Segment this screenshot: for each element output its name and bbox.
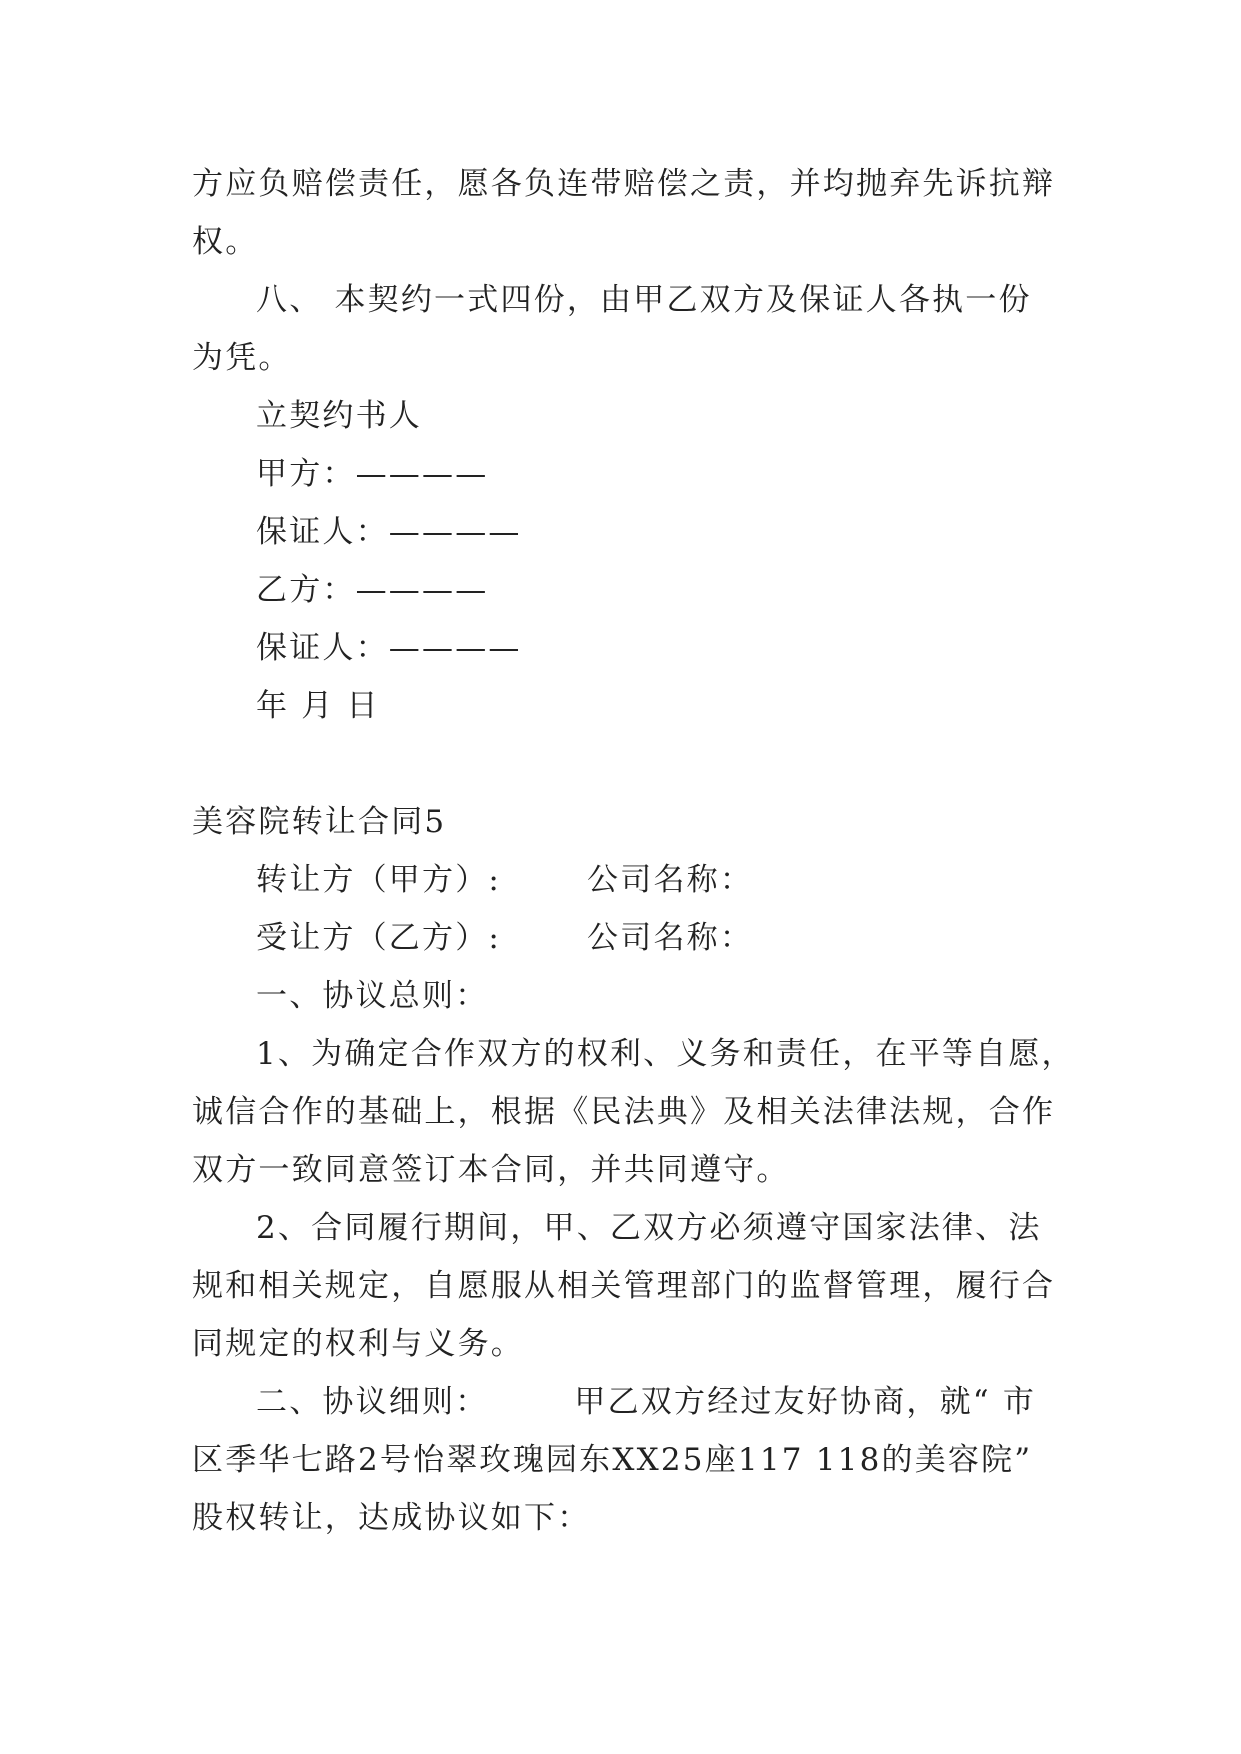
paragraph-line: 为凭。 — [192, 340, 292, 376]
paragraph-line: 方应负赔偿责任，愿各负连带赔偿之责，并均抛弃先诉抗辩 — [192, 166, 1056, 202]
section-heading-details-line — [256, 1382, 1062, 1422]
transferee-line — [256, 918, 1062, 958]
transferor-company-label: 公司名称： — [587, 862, 754, 898]
guarantor-b-signature-line: 保证人：———— — [256, 630, 522, 666]
party-a-signature-line: 甲方：———— — [256, 456, 489, 492]
paragraph-text: 甲乙双方经过友好协商，就“ 市 — [574, 1384, 1037, 1420]
paragraph-line: 股权转让，达成协议如下： — [192, 1500, 591, 1536]
signatories-heading: 立契约书人 — [256, 398, 422, 434]
paragraph-line: 1、为确定合作双方的权利、义务和责任，在平等自愿， — [256, 1036, 1075, 1072]
paragraph-line: 规和相关规定，自愿服从相关管理部门的监督管理，履行合 — [192, 1268, 1056, 1304]
party-b-signature-line: 乙方：———— — [256, 572, 489, 608]
transferee-company-label: 公司名称： — [587, 920, 754, 956]
paragraph-line: 区季华七路2号怡翠玫瑰园东XX25座117 118的美容院” — [192, 1442, 1033, 1478]
transferor-label: 转让方（甲方）: — [256, 862, 502, 898]
section-heading-details: 二、协议细则： — [256, 1384, 489, 1420]
paragraph-line: 2、合同履行期间，甲、乙双方必须遵守国家法律、法 — [256, 1210, 1042, 1246]
paragraph-line: 诚信合作的基础上，根据《民法典》及相关法律法规，合作 — [192, 1094, 1056, 1130]
contract-title: 美容院转让合同5 — [192, 804, 447, 840]
paragraph-line: 权。 — [192, 224, 259, 260]
guarantor-a-signature-line: 保证人：———— — [256, 514, 522, 550]
transferee-label: 受让方（乙方）: — [256, 920, 502, 956]
section-heading-general: 一、协议总则： — [256, 978, 489, 1014]
date-line: 年 月 日 — [256, 688, 380, 724]
clause-eight-line: 八、 本契约一式四份，由甲乙双方及保证人各执一份 — [256, 282, 1032, 318]
paragraph-line: 同规定的权利与义务。 — [192, 1326, 524, 1362]
paragraph-line: 双方一致同意签订本合同，并共同遵守。 — [192, 1152, 790, 1188]
transferor-line — [256, 860, 1062, 900]
